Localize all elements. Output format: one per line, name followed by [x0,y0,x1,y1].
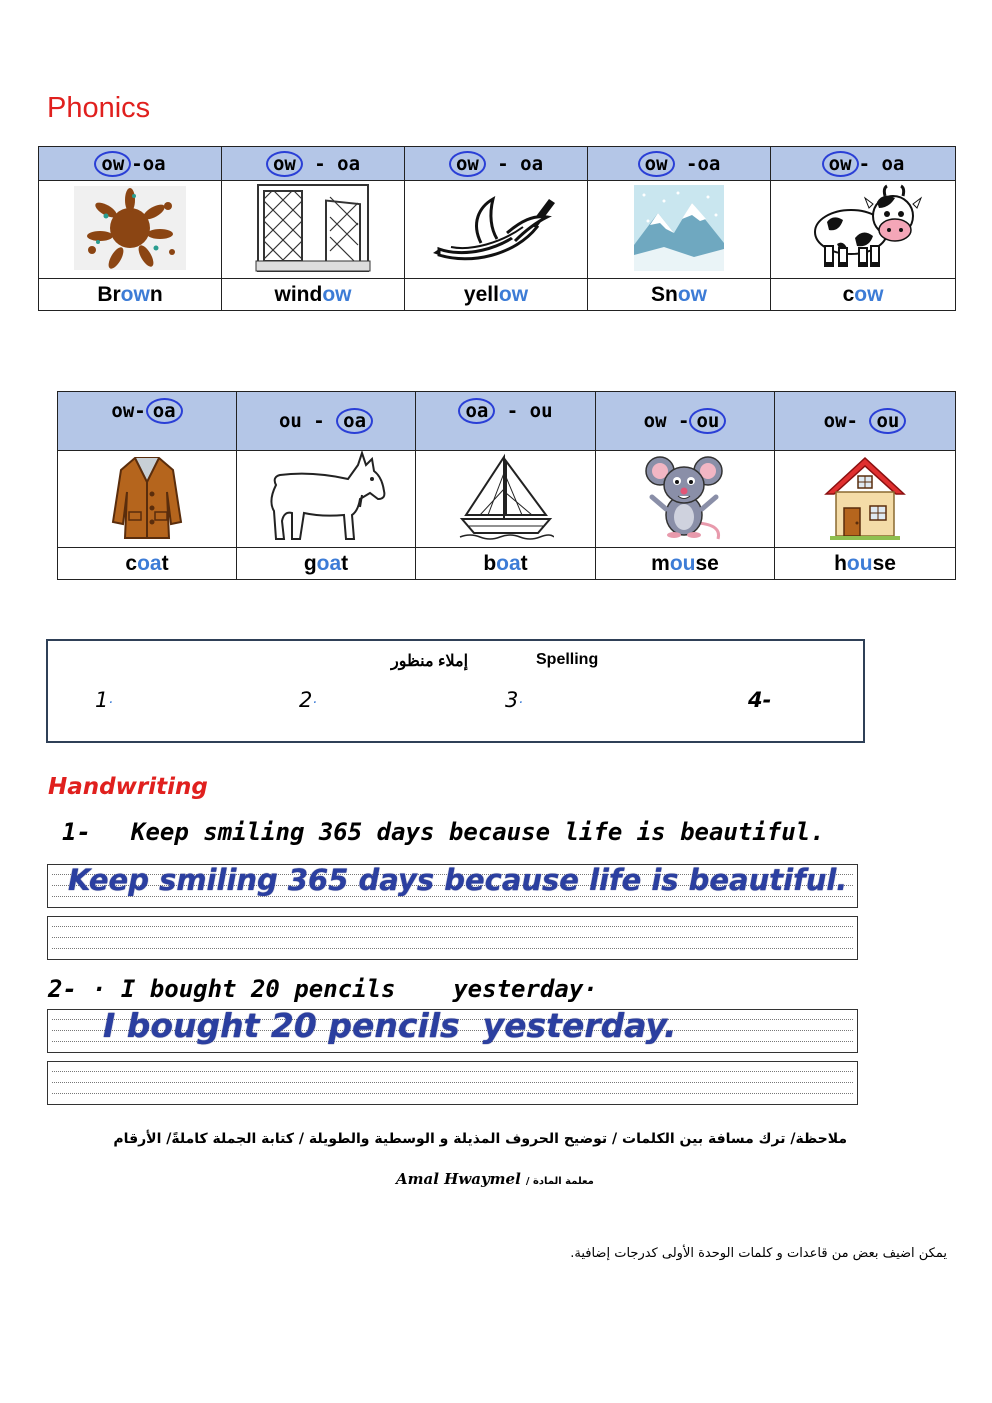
phonics-table-ow [38,146,956,311]
word-sound: oa [496,551,521,575]
writing-line-1[interactable] [47,864,858,908]
word-sound: ow [854,282,884,306]
snow-mountain-icon [588,185,770,275]
circled-sound: oa [458,398,495,424]
model-sentence-2: I bought 20 pencils yesterday. [103,1006,677,1045]
picture-cell [405,181,588,279]
circled-sound: ou [689,408,726,434]
house-icon [775,452,955,546]
circled-sound: oa [336,408,373,434]
sentence-1: Keep smiling 365 days because life is beautiful. [131,818,825,846]
sentence-2-number: 2- [48,975,77,1003]
teacher-name: Amal Hwaymel [396,1170,521,1188]
word-part: se [695,551,719,575]
picture-cell [588,181,771,279]
circled-sound: ow [822,151,859,177]
picture-cell [237,451,416,548]
word-part: t [520,551,528,575]
picture-cell [222,181,405,279]
word-sound: ow [322,282,352,306]
circled-sound: ow [638,151,675,177]
word-part: b [483,551,497,575]
word-part: t [341,551,349,575]
header-text: - oa [302,152,361,175]
header-text: ow- [111,400,146,422]
word-cell [588,279,771,311]
sentence-1-number: 1- [62,818,91,846]
header-text: ou - [278,410,337,432]
word-cell [416,548,596,580]
cow-icon [771,184,955,276]
page-title: Phonics [47,92,151,124]
sailboat-icon [416,453,595,545]
mouse-icon [596,453,774,545]
note-arabic: ملاحظة/ ترك مسافة بين الكلمات / توضيح الحروف المذيلة و الوسطية والطويلة / كتابة الجملة كاملةً/ الأرقام [113,1131,847,1147]
word-sound: ow [120,282,150,306]
spelling-number-2: 2· [299,688,317,712]
word-sound: oa [137,551,162,575]
circled-sound: ou [869,408,906,434]
word-part: g [303,551,317,575]
word-cell [775,548,956,580]
word-cell [58,548,237,580]
word-part: h [834,551,847,575]
word-part: m [651,551,670,575]
header-text: - oa [485,152,544,175]
header-cell [222,147,405,181]
banana-icon [405,193,587,267]
header-text: -oa [131,152,166,175]
word-part: yell [463,282,499,306]
model-sentence-1: Keep smiling 365 days because life is beautiful. [68,863,848,897]
spelling-number-4: 4- [748,688,772,712]
phonics-table-oa-ou [57,391,956,580]
word-cell [405,279,588,311]
word-cell [39,279,222,311]
header-cell [588,147,771,181]
spelling-english-label: Spelling [536,651,599,668]
word-part: wind [274,282,323,306]
word-part: c [842,282,855,306]
word-sound: ou [669,551,696,575]
word-part: Br [97,282,121,306]
spelling-number-3: 3· [505,688,523,712]
word-cell [596,548,775,580]
word-part: c [125,551,138,575]
word-sound: oa [316,551,342,575]
spelling-number-1: 1· [95,688,113,712]
header-cell [771,147,956,181]
circled-sound: ow [94,151,131,177]
coat-icon [58,452,236,546]
word-sound: ou [846,551,873,575]
picture-cell [775,451,956,548]
header-cell [416,392,596,451]
circled-sound: ow [266,151,303,177]
teacher-credit [396,1169,594,1188]
handwriting-title: Handwriting [48,774,208,800]
header-cell [58,392,237,451]
header-text: - oa [858,152,905,175]
window-icon [222,183,404,277]
picture-cell [596,451,775,548]
spelling-box [46,639,865,743]
writing-line-4[interactable] [47,1061,858,1105]
spelling-arabic-label: إملاء منظور [391,653,469,670]
word-part: se [872,551,896,575]
word-part: Sn [650,282,678,306]
picture-cell [58,451,237,548]
word-part: n [149,282,163,306]
header-text: ow - [643,410,690,432]
word-cell [237,548,416,580]
header-text: -oa [674,152,721,175]
writing-line-2[interactable] [47,916,858,960]
teacher-label: معلمة المادة / [525,1176,594,1187]
goat-icon [237,451,415,547]
header-text: ow- [823,410,870,432]
header-cell [596,392,775,451]
footer-arabic: يمكن اضيف بعض من قاعدات و كلمات الوحدة الأولى كدرجات إضافية. [570,1246,947,1261]
circled-sound: oa [146,398,183,424]
word-sound: ow [498,282,529,306]
header-text: - ou [495,400,553,422]
word-part: t [161,551,169,575]
circled-sound: ow [449,151,486,177]
header-cell [237,392,416,451]
picture-cell [39,181,222,279]
writing-line-3[interactable] [47,1006,858,1053]
paint-splat-icon [39,186,221,274]
picture-cell [416,451,596,548]
word-sound: ow [677,282,707,306]
header-cell [39,147,222,181]
word-cell [222,279,405,311]
header-cell [775,392,956,451]
header-cell [405,147,588,181]
word-cell [771,279,956,311]
sentence-2: · I bought 20 pencils yesterday· [92,975,598,1003]
picture-cell [771,181,956,279]
